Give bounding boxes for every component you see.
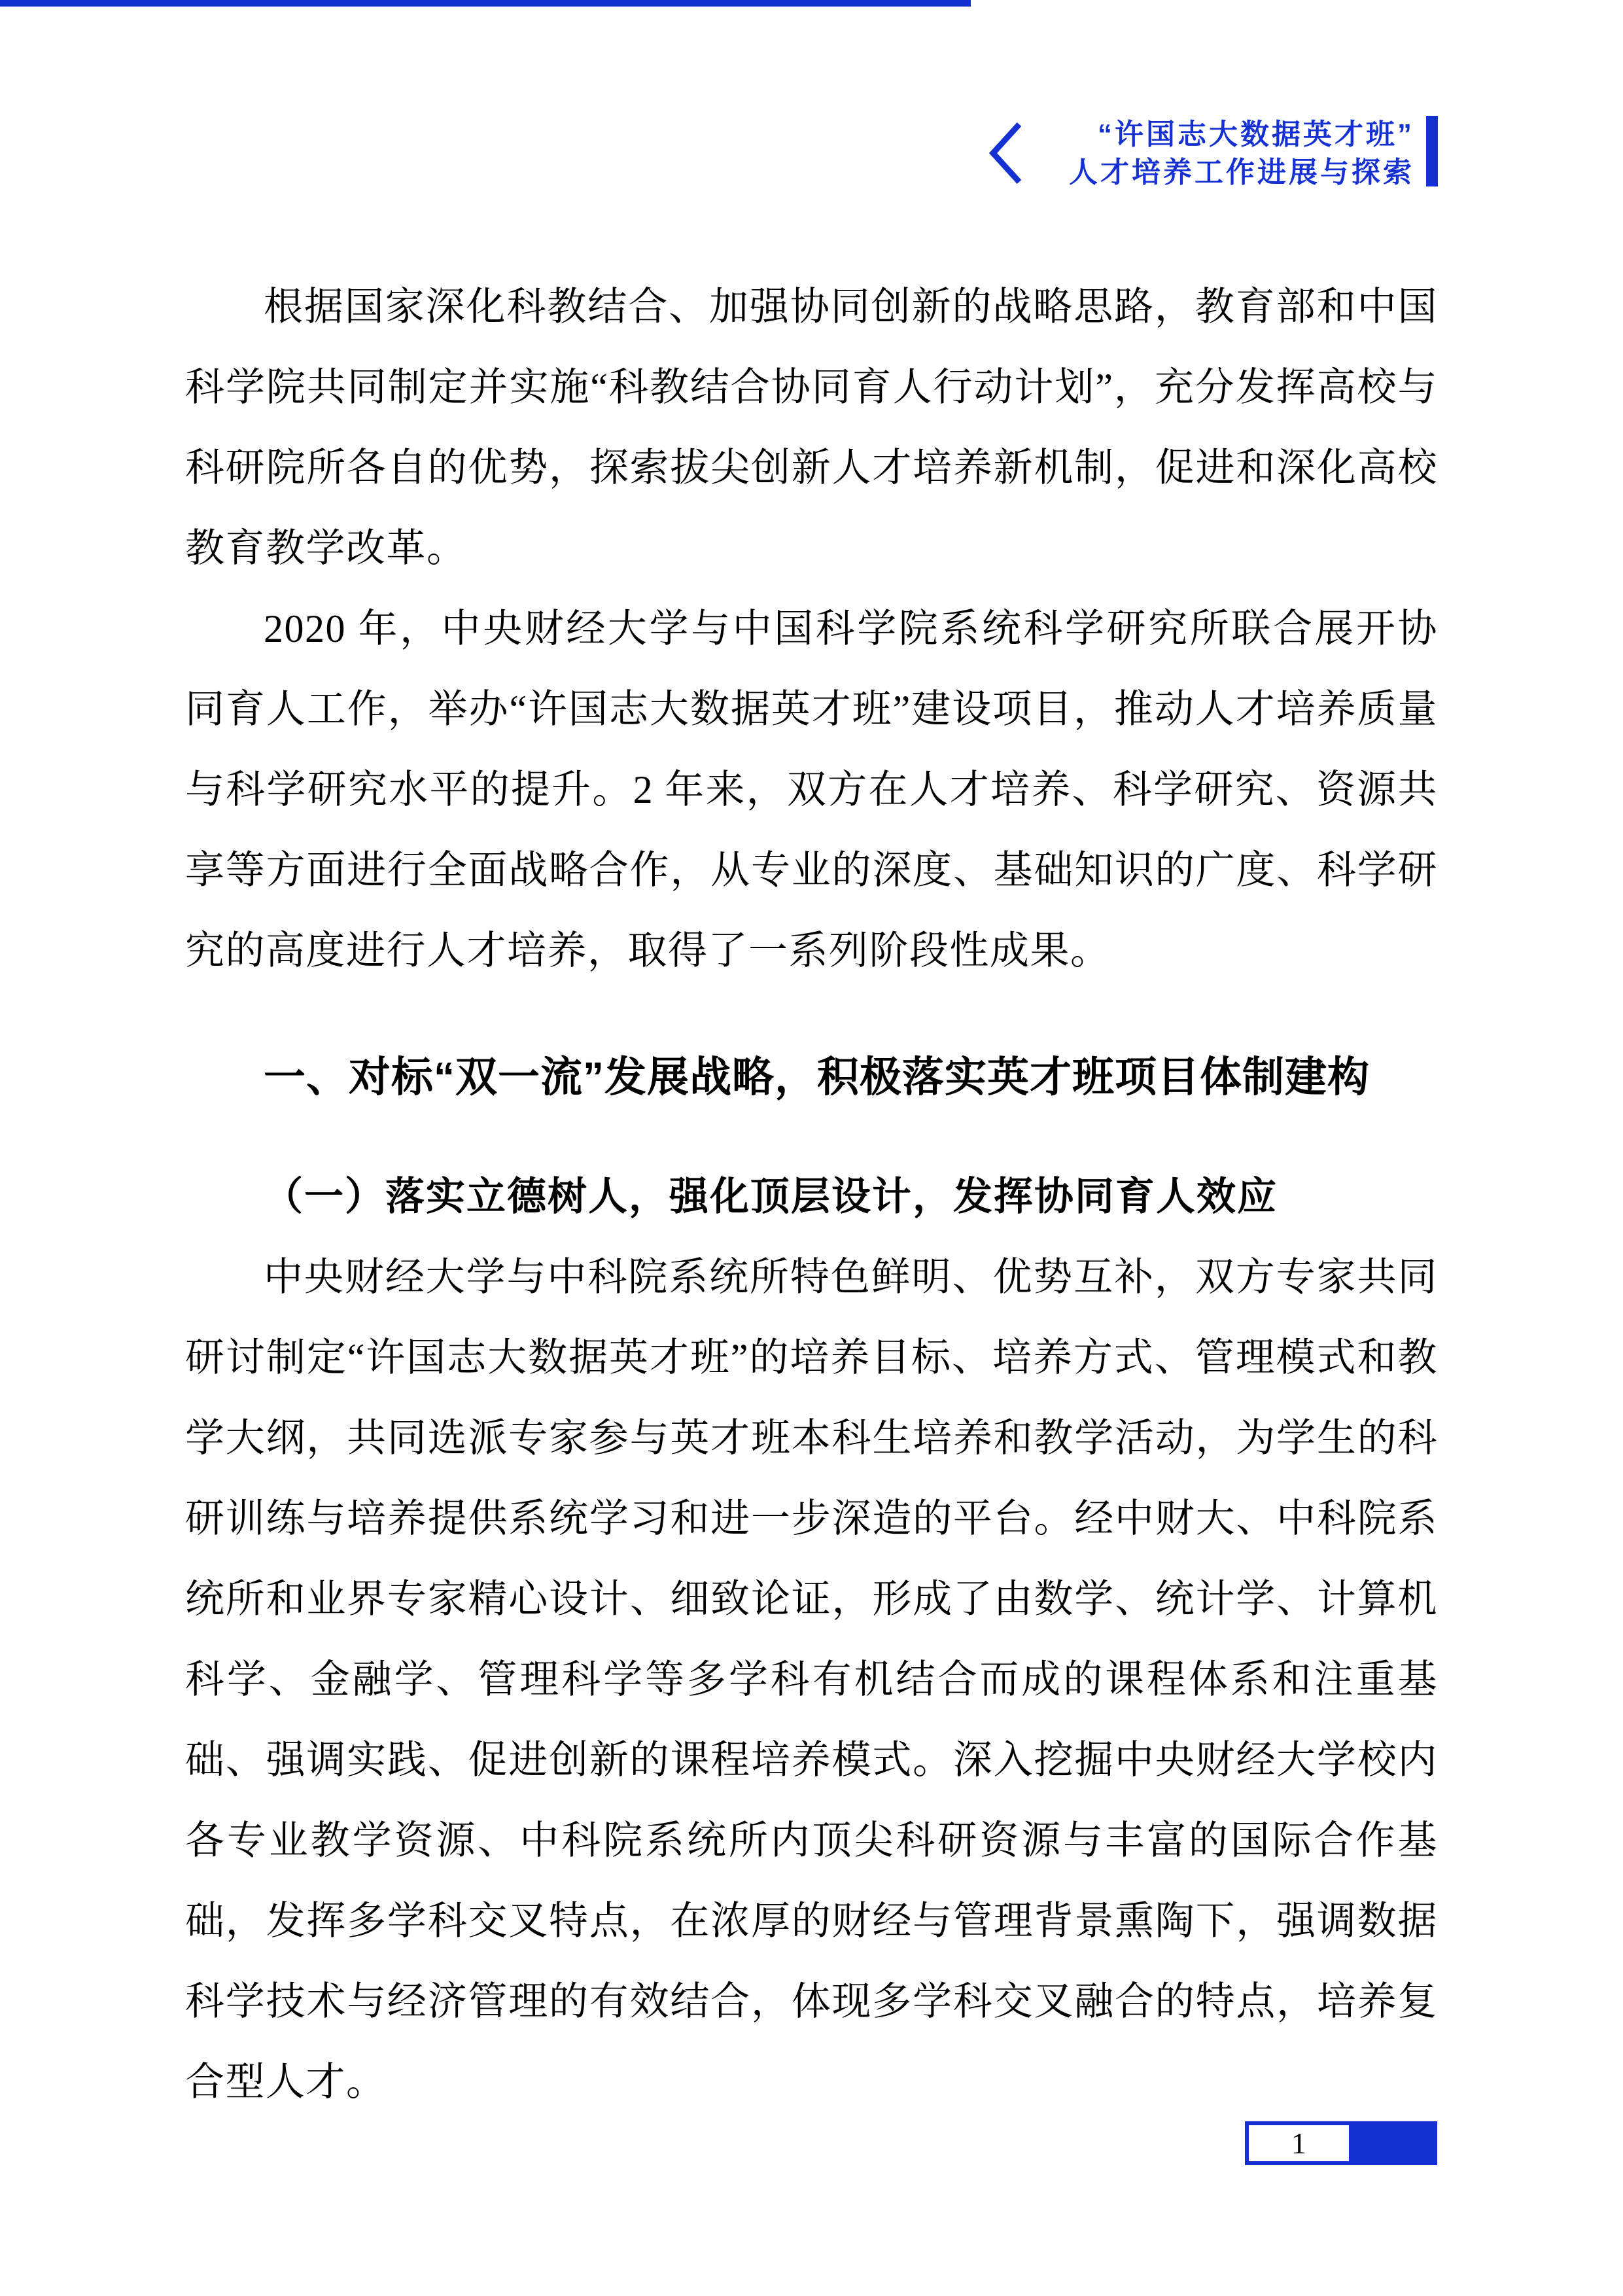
section-heading: 一、对标“双一流”发展战略，积极落实英才班项目体制建构 [264, 1053, 1370, 1101]
page-number-box [1249, 2125, 1349, 2161]
header-rule-line [0, 0, 971, 7]
page-body [185, 267, 1438, 2123]
footer-pager [1245, 2121, 1437, 2165]
body-paragraph: 根据国家深化科教结合、加强协同创新的战略思路，教育部和中国科学院共同制定并实施“科教结合协同育人行动计划”，充分发挥高校与科研院所各自的优势，探索拔尖创新人才培养新机制，促进和深化高校教育教学改革。 [185, 285, 1438, 570]
body-paragraph: 中央财经大学与中科院系统所特色鲜明、优势互补，双方专家共同研讨制定“许国志大数据英才班”的培养目标、培养方式、管理模式和教学大纲，共同选派专家参与英才班本科生培养和教学活动，为学生的科研训练与培养提供系统学习和进一步深造的平台。经中财大、中科院系统所和业界专家精心设计、细致论证，形成了由数学、统计学、计算机科学、金融学、管理科学等多学科有机结合而成的课程体系和注重基础、强调实践、促进创新的课程培养模式。深入挖掘中央财经大学校内各专业教学资源、中科院系统所内顶尖科研资源与丰富的国际合作基础，发挥多学科交叉特点，在浓厚的财经与管理背景熏陶下，强调数据科学技术与经济管理的有效结合，体现多学科交叉融合的特点，培养复合型人才。 [185, 1256, 1438, 2104]
page-number: 1 [1291, 2127, 1306, 2160]
running-header-line2: 人才培养工作进展与探索 [1069, 156, 1414, 188]
running-header-line1: “许国志大数据英才班” [1098, 118, 1414, 150]
chevron-left-icon [988, 122, 1024, 185]
header-accent-bar [1426, 116, 1438, 186]
subsection-heading: （一）落实立德树人，强化顶层设计，发挥协同育人效应 [264, 1175, 1278, 1218]
body-paragraph: 2020 年，中央财经大学与中国科学院系统科学研究所联合展开协同育人工作，举办“许国志大数据英才班”建设项目，推动人才培养质量与科学研究水平的提升。2 年来，双方在人才培养、科学研究、资源共享等方面进行全面战略合作，从专业的深度、基础知识的广度、科学研究的高度进行人才培养，取得了一系列阶段性成果。 [185, 607, 1438, 972]
running-header [1069, 116, 1414, 192]
